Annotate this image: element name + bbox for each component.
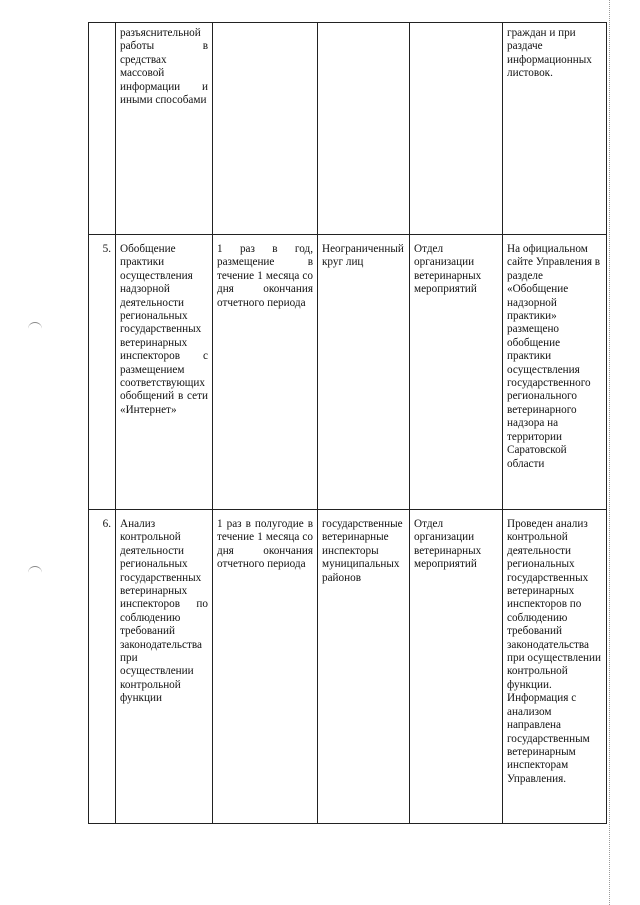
row-number (89, 23, 116, 235)
period-cell: 1 раз в полугодие в течение 1 месяца со дня окончания отчетного периода (213, 510, 318, 824)
subjects-cell: Неограниченный круг лиц (318, 235, 410, 510)
page-edge-line (609, 0, 610, 905)
row-number: 5. (89, 235, 116, 510)
subjects-cell (318, 23, 410, 235)
responsible-cell (410, 23, 503, 235)
punch-hole-mark (28, 322, 42, 329)
row-number: 6. (89, 510, 116, 824)
measure-cell: Анализ контрольной деятельности региональных государственных ветеринарных инспекторов по соблюдению требований законодательства при осуществлении контрольной функции (116, 510, 213, 824)
result-cell: На официальном сайте Управления в разделе «Обобщение надзорной практики» размещено обобщение практики осуществления государственного регионального ветеринарного надзора на территории Саратовской области (503, 235, 607, 510)
measures-table (88, 22, 607, 824)
measure-cell: разъяснительной работы в средствах массовой информации и иными способами (116, 23, 213, 235)
result-cell: Проведен анализ контрольной деятельности региональных государственных ветеринарных инспекторов по соблюдению требований законодательства при осуществлении контрольной функции. Информация с анализом направлена государственным ветеринарным инспекторам Управления. (503, 510, 607, 824)
subjects-cell: государственные ветеринарные инспекторы муниципальных районов (318, 510, 410, 824)
table-row (89, 235, 607, 510)
punch-hole-mark (28, 566, 42, 573)
table-row (89, 23, 607, 235)
measure-cell: Обобщение практики осуществления надзорной деятельности региональных государственных ветеринарных инспекторов с размещением соответствующих обобщений в сети «Интернет» (116, 235, 213, 510)
table-row (89, 510, 607, 824)
result-cell: граждан и при раздаче информационных листовок. (503, 23, 607, 235)
responsible-cell: Отдел организации ветеринарных мероприятий (410, 510, 503, 824)
responsible-cell: Отдел организации ветеринарных мероприятий (410, 235, 503, 510)
period-cell (213, 23, 318, 235)
period-cell: 1 раз в год, размещение в течение 1 месяца со дня окончания отчетного периода (213, 235, 318, 510)
